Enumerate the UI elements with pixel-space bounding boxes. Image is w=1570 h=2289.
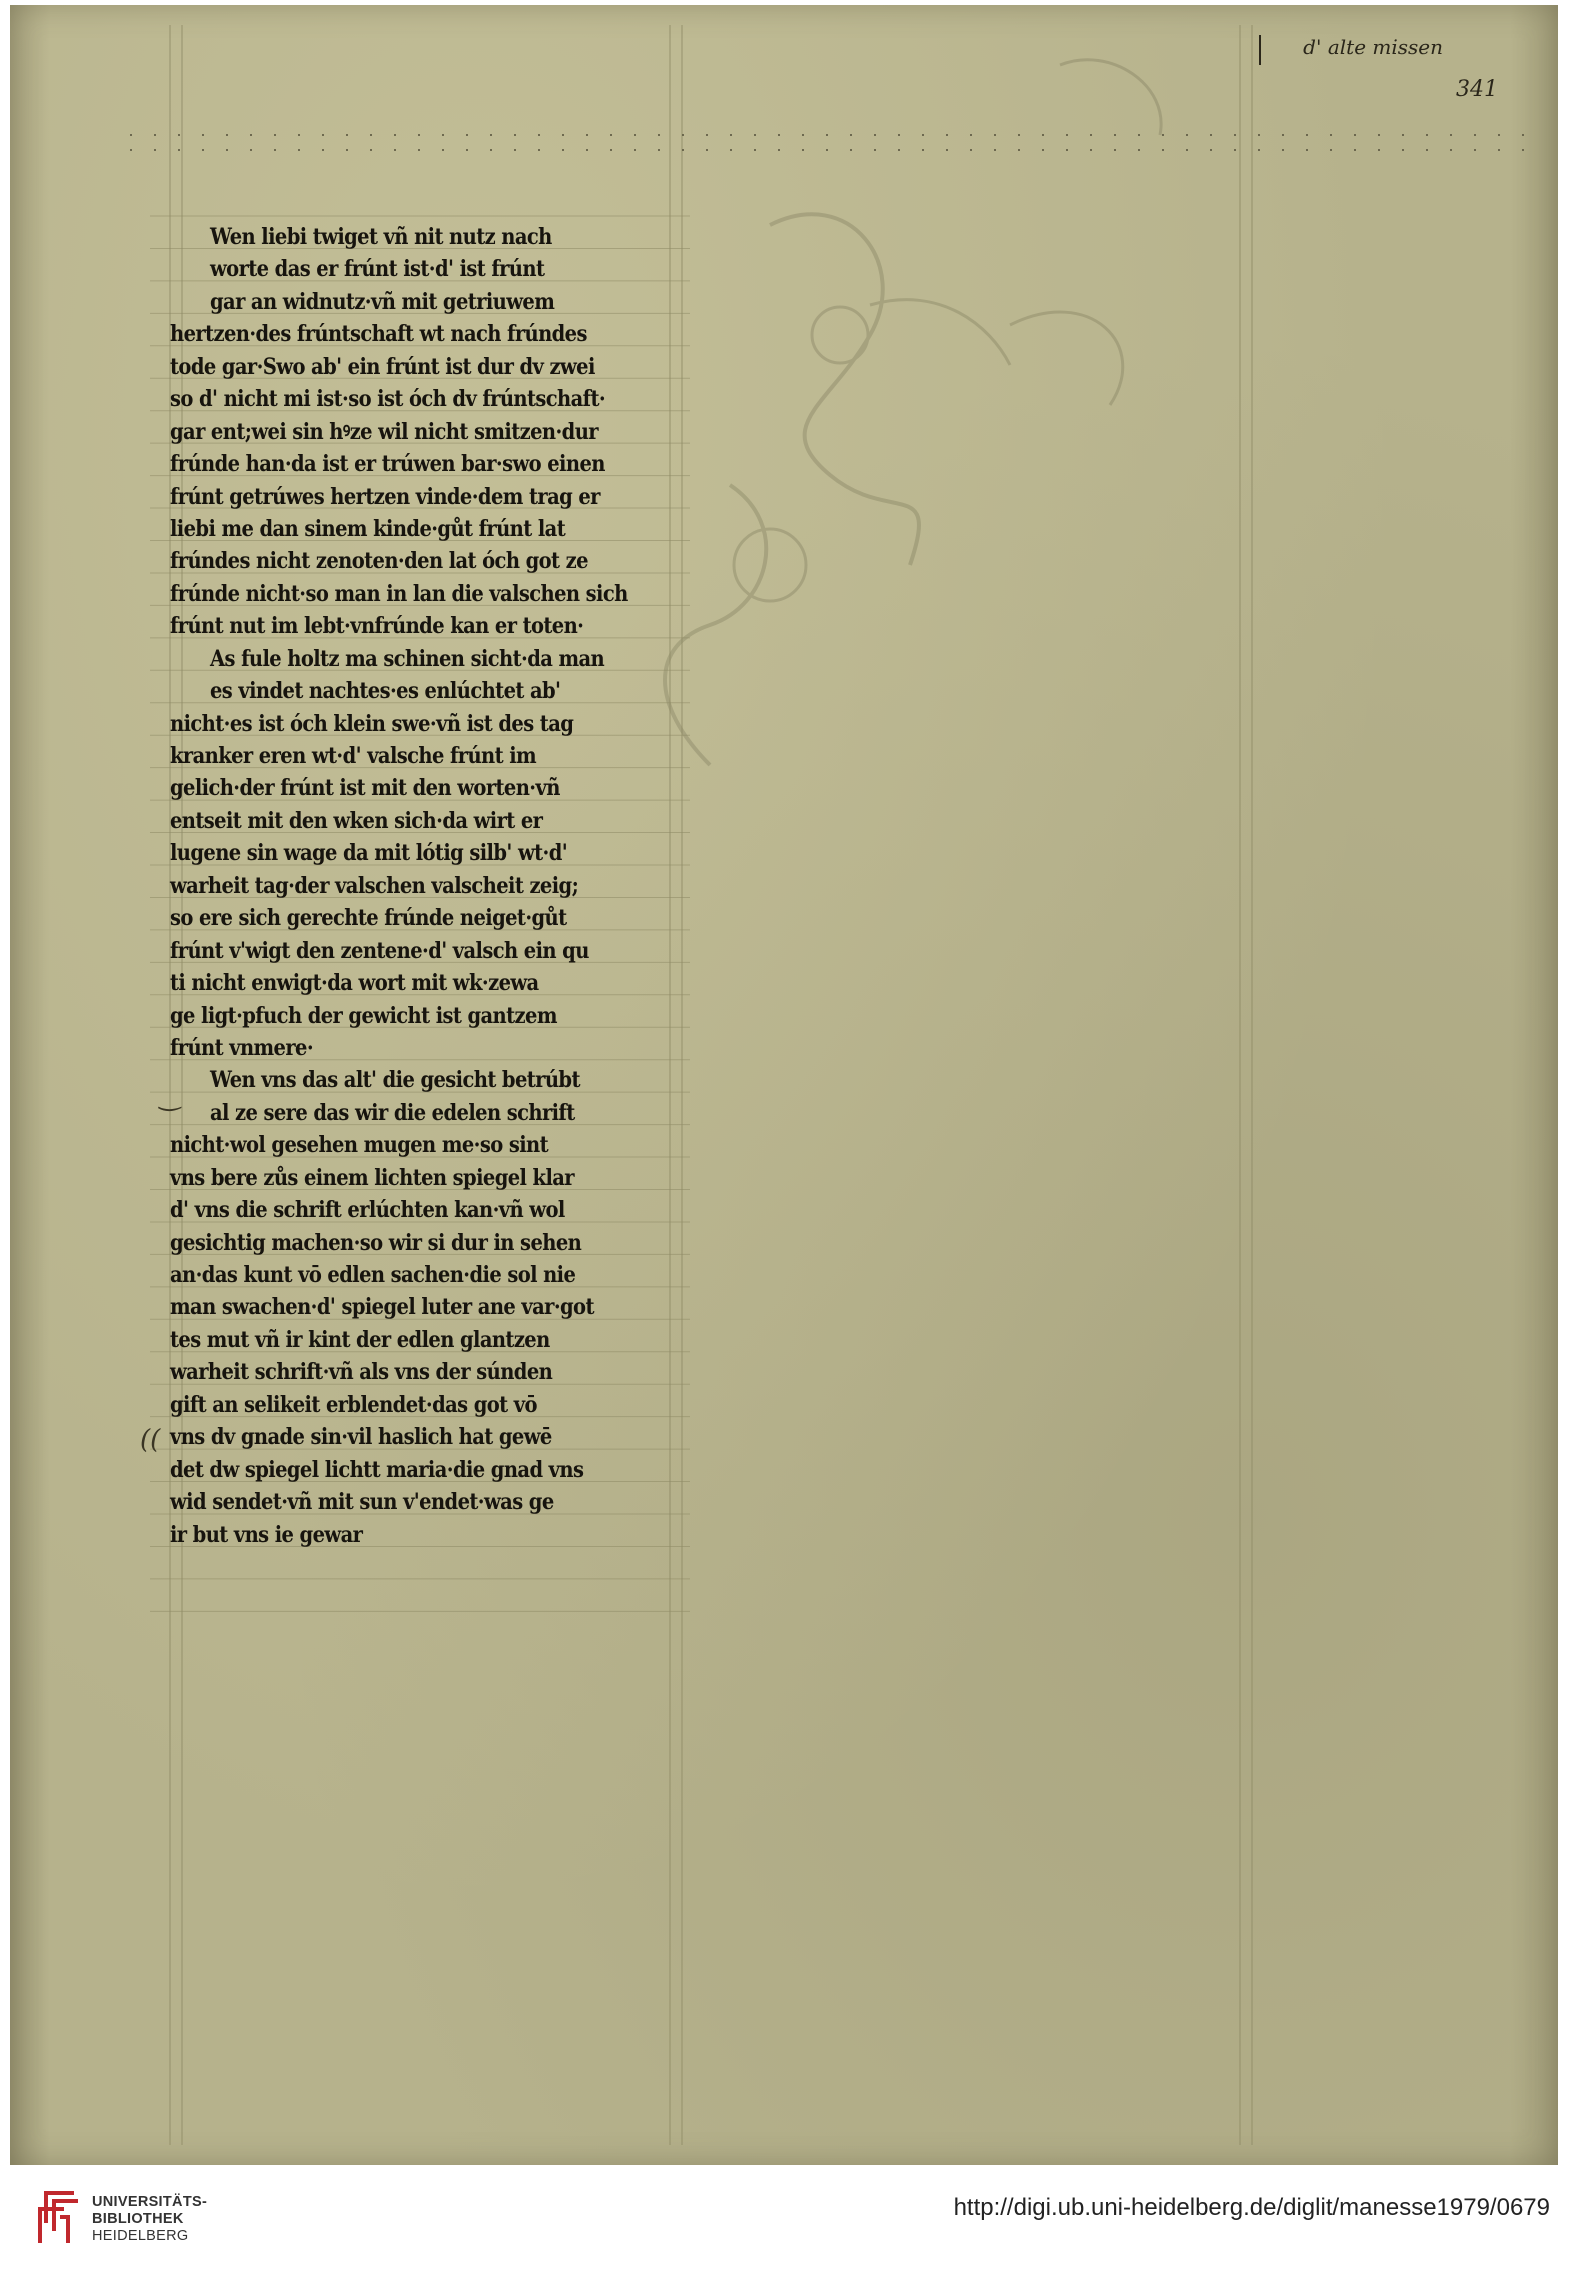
manuscript-line: nicht·wol gesehen mugen me·so sint — [170, 1131, 548, 1158]
manuscript-line: so ere sich gerechte frúnde neiget·gůt — [170, 904, 567, 931]
institution-line: UNIVERSITÄTS- — [92, 2194, 208, 2210]
footer — [0, 2165, 1570, 2289]
manuscript-line: vns dv gnade sin·vil haslich hat gewē — [170, 1423, 552, 1450]
manuscript-line: ti nicht enwigt·da wort mit wk·zewa — [170, 969, 539, 996]
manuscript-line: liebi me dan sinem kinde·gůt frúnt lat — [170, 515, 566, 542]
manuscript-line: frúnt nut im lebt·vnfrúnde kan er toten· — [170, 612, 584, 639]
manuscript-line: warheit tag·der valschen valscheit zeig; — [170, 871, 579, 899]
manuscript-line: frúnt vnmere· — [170, 1034, 314, 1061]
manuscript-line: kranker eren wt·d' valsche frúnt im — [170, 742, 537, 769]
margin-mark: ‿ — [160, 1082, 181, 1112]
manuscript-page — [10, 5, 1558, 2165]
manuscript-line: tode gar·Swo ab' ein frúnt ist dur dv zwei — [170, 352, 595, 380]
text-column — [170, 221, 730, 1551]
marginal-note: d' alte missen — [1303, 35, 1443, 59]
manuscript-line: gar an widnutz·vñ mit getriuwem — [210, 288, 555, 315]
manuscript-line: gift an selikeit erblendet·das got vō — [170, 1390, 537, 1418]
manuscript-line: al ze sere das wir die edelen schrift — [210, 1098, 575, 1126]
manuscript-line: frúnde nicht·so man in lan die valschen sich — [170, 579, 628, 607]
manuscript-line: frúndes nicht zenoten·den lat óch got ze — [170, 547, 588, 574]
manuscript-line: so d' nicht mi ist·so ist óch dv frúntschaft· — [170, 385, 606, 412]
manuscript-line: frúnde han·da ist er trúwen bar·swo einen — [170, 450, 605, 477]
manuscript-line: gelich·der frúnt ist mit den worten·vñ — [170, 774, 560, 802]
manuscript-line: ir but vns ie gewar — [170, 1520, 363, 1548]
manuscript-line: gesichtig machen·so wir si dur in sehen — [170, 1228, 582, 1256]
manuscript-line: vns bere zůs einem lichten spiegel klar — [170, 1163, 574, 1191]
manuscript-line: es vindet nachtes·es enlúchtet ab' — [210, 677, 561, 704]
manuscript-line: an·das kunt vō edlen sachen·die sol nie — [170, 1261, 576, 1288]
institution-name — [92, 2194, 207, 2245]
folio-number: 341 — [1456, 77, 1498, 102]
manuscript-line: gar ent;wei sin hꝰze wil nicht smitzen·dur — [170, 417, 598, 445]
manuscript-line: d' vns die schrift erlúchten kan·vñ wol — [170, 1196, 565, 1223]
library-logo-icon — [34, 2187, 82, 2247]
institution-line: HEIDELBERG — [92, 2228, 189, 2244]
manuscript-line: entseit mit den wken sich·da wirt er — [170, 807, 543, 834]
manuscript-line: frúnt v'wigt den zentene·d' valsch ein qu — [170, 936, 589, 964]
manuscript-line: lugene sin wage da mit lótig silb' wt·d' — [170, 839, 568, 866]
manuscript-line: ge ligt·pfuch der gewicht ist gantzem — [170, 1001, 557, 1029]
source-url-link[interactable]: http://digi.ub.uni-heidelberg.de/diglit/manesse1979/0679 — [953, 2194, 1550, 2221]
manuscript-line: man swachen·d' spiegel luter ane var·got — [170, 1293, 594, 1321]
manuscript-line: hertzen·des frúntschaft wt nach frúndes — [170, 320, 587, 347]
manuscript-line: As fule holtz ma schinen sicht·da man — [210, 644, 605, 672]
manuscript-line: worte das er frúnt ist·d' ist frúnt — [210, 255, 545, 283]
manuscript-line: warheit schrift·vñ als vns der súnden — [170, 1358, 553, 1385]
manuscript-line: nicht·es ist óch klein swe·vñ ist des tag — [170, 709, 574, 737]
manuscript-line: wid sendet·vñ mit sun v'endet·was ge — [170, 1488, 554, 1515]
manuscript-line: frúnt getrúwes hertzen vinde·dem trag er — [170, 482, 600, 510]
manuscript-line: Wen liebi twiget vñ nit nutz nach — [210, 223, 552, 250]
manuscript-line: tes mut vñ ir kint der edlen glantzen — [170, 1326, 550, 1353]
manuscript-line: Wen vns das alt' die gesicht betrúbt — [210, 1066, 580, 1093]
manuscript-line: det dw spiegel lichtt maria·die gnad vns — [170, 1455, 584, 1483]
institution-line: BIBLIOTHEK — [92, 2211, 184, 2227]
margin-mark: (( — [140, 1425, 161, 1455]
